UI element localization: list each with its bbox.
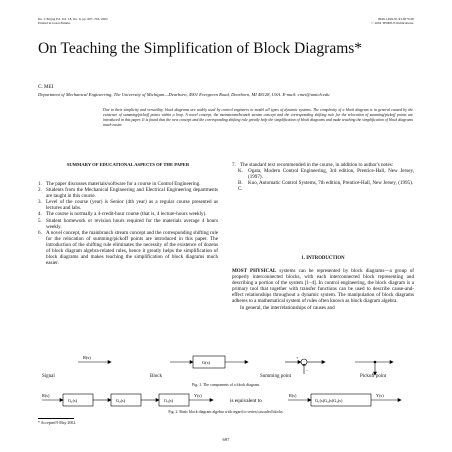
signal-label-rs: R(s) — [83, 355, 91, 360]
journal-line: Int. J. Engng Ed. Vol. 18, No. 6, pp. 697–703, 2002 — [38, 17, 108, 21]
summary-item-number: 1. — [38, 181, 42, 187]
summary-item — [38, 218, 218, 230]
footnote-rule — [38, 418, 74, 419]
introduction-heading: 1. INTRODUCTION — [301, 256, 345, 261]
fig2-block-1: G₁(s) — [68, 398, 78, 403]
figure-2-caption: Fig. 2. Basic block diagram algebra with regard to series/cascaded blocks. — [168, 410, 284, 414]
reference-key: B. C. — [238, 180, 243, 193]
printed-line: Printed in Great Britain. — [38, 21, 71, 25]
abstract: Due to their simplicity and versatility, block diagrams are widely used by control engineers to model all types of dynamic systems. The complexity of a block diagram is in general caused by the existence of summing/pickoff points within a loop. A novel concept, the mainstream/branch stream concept and the corresponding shifting rule for the relocation of summing/pickoff points are introduced in this paper. It is found that the new concept and the corresponding shifting rule greatly help the simplification of block diagrams and make teaching the simplification of block diagrams much easier. — [103, 108, 413, 127]
intro-lead: MOST PHYSICAL — [232, 268, 277, 274]
author-affiliation: Department of Mechanical Engineering, The University of Michigan—Dearborn, 4901 Evergreen Road, Dearborn, MI 48128, USA. E-mail: cmei@umich.edu — [38, 92, 330, 97]
right-item-text: The standard text recommended in the course, in addition to author's notes: — [240, 162, 394, 168]
summary-item-text: Student homework or revision hours required for the materials average 4 hours weekly. — [46, 217, 218, 230]
fig2-block-2: G₂(s) — [116, 398, 126, 403]
fig2-output-2: Y(s) — [376, 393, 384, 398]
summing-minus: − — [306, 368, 309, 373]
summary-item-text: The paper discusses materials/software for a course in Control Engineering. — [46, 181, 201, 187]
reference-item — [232, 180, 414, 192]
fig2-block-3: G₃(s) — [164, 398, 174, 403]
summary-item — [38, 199, 218, 211]
summary-item — [38, 230, 218, 267]
footnote: * Accepted 9 May 2002. — [38, 421, 77, 425]
right-item-number: 7. — [232, 162, 236, 168]
paper-title: On Teaching the Simplification of Block Diagrams* — [38, 40, 363, 57]
label-summing-point: Summing point — [260, 374, 291, 379]
figure-2 — [30, 390, 422, 408]
summary-item — [38, 187, 218, 199]
summary-heading: SUMMARY OF EDUCATIONAL ASPECTS OF THE PAPER — [66, 162, 190, 167]
journal-header-right — [371, 17, 414, 25]
reference-text: Kuo, Automatic Control Systems, 7th edition, Prentice-Hall, New Jersey, (1995). — [248, 180, 414, 187]
summary-item-number: 4. — [38, 211, 42, 218]
reference-text: Ogata, Modern Control Engineering, 3rd edition, Prentice-Hall, New Jersey, (1997). — [248, 168, 414, 181]
introduction-text — [232, 268, 414, 311]
summary-item-text: Level of the course (year) is Senior (4th year) as a regular course presented as lectures and labs. — [46, 199, 218, 212]
fig2-combined: G₁(s)G₂(s)G₃(s) — [315, 398, 343, 403]
fig2-input: R(s) — [42, 393, 50, 398]
summary-list — [38, 181, 218, 266]
summary-item-number: 2. — [38, 187, 42, 194]
page-number: 697 — [222, 437, 230, 442]
label-signal: Signal — [42, 374, 55, 379]
right-column-items — [232, 162, 414, 192]
block-label-gs: G(s) — [202, 360, 210, 365]
intro-paragraph-1 — [232, 268, 414, 305]
label-pickoff-point: Pickoff point — [360, 374, 387, 379]
summary-item-text: Students from the Mechanical Engineering and Electrical Engineering departments are taught in this course. — [46, 187, 218, 200]
issn-line: 0949-149X/91 $3.00+0.00 — [377, 17, 414, 21]
summary-item-number: 6. — [38, 229, 42, 236]
fig2-input-2: R(s) — [289, 393, 297, 398]
label-block: Block — [150, 374, 162, 379]
journal-header-left — [38, 17, 108, 25]
summary-item-text: A novel concept, the mainbranch stream concept and the corresponding shifting rule for the relocation of summing/pickoff points are introduced in this paper. The introduction of the shifting rule eliminates the necessity of the existence of dozens of block diagram algebra-related rules, hence it greatly helps the simplification of block diagrams and makes teaching the simplification of block diagrams much easier. — [46, 229, 218, 267]
summary-item-number: 3. — [38, 199, 42, 206]
summary-item-text: The course is normally a 4-credit-hour course (that is, 4 lecture-hours weekly). — [46, 211, 207, 218]
intro-paragraph-2: In general, the interrelationships of causes and — [240, 304, 335, 311]
summary-item-number: 5. — [38, 217, 42, 224]
reference-key: K. — [238, 168, 243, 175]
copyright-line: © 2002 TEMPUS Publications. — [371, 21, 414, 25]
fig2-equiv-text: is equivalent to — [230, 398, 262, 404]
author-name: C. MEI — [38, 84, 54, 90]
reference-item — [232, 168, 414, 180]
fig2-output: Y(s) — [194, 393, 202, 398]
intro-p1-body: systems can be represented by block diagrams—a group of properly interconnected blocks, with each interconnected block representing and describing a portion of the system [1–4]. In control engineering, the block diagram is a primary tool that together with transfer functions can be used to describe cause-and-effect relationships throughout a dynamic system. The manipulation of block diagrams adheres to a mathematical system of rules often known as block diagram algebra. — [232, 268, 414, 305]
summing-plus: + — [296, 355, 299, 360]
figure-1-caption: Fig. 1. The components of a block diagram. — [191, 383, 260, 387]
